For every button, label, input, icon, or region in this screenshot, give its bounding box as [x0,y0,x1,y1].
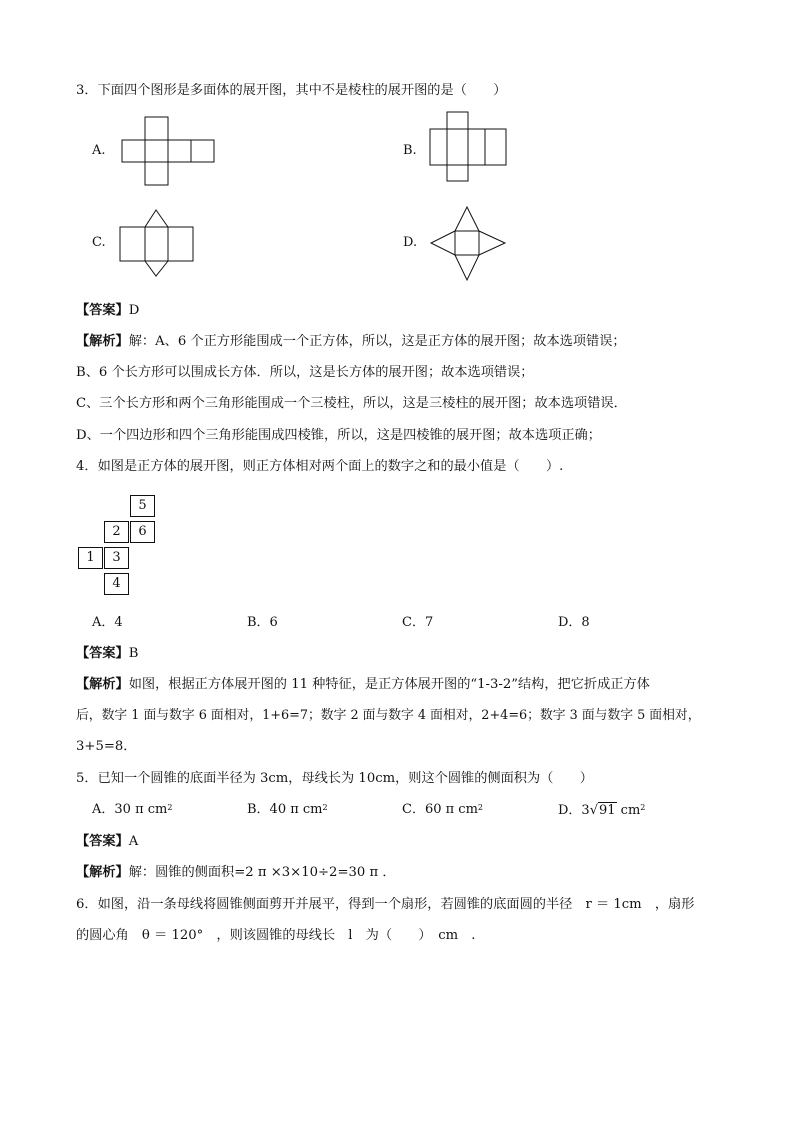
net-cell-1: 1 [78,547,103,569]
q4-analysis-1 [76,676,650,694]
net-cell-6: 6 [130,521,155,543]
q5-option-d-radicand: 91 [599,803,616,818]
q4-analysis-text: 如图，根据正方体展开图的 11 种特征，是正方体展开图的“1-3-2”结构，把它折成正方体 [128,677,650,692]
q3-option-b-label: B. [403,143,417,158]
q3-analysis-text: 解：A、6 个正方形能围成一个正方体，所以，这是正方体的展开图；故本选项错误； [128,334,626,349]
analysis-tag: 【解析】 [76,334,129,349]
q4-stem: 4．如图是正方体的展开图，则正方体相对两个面上的数字之和的最小值是（ ）. [76,459,564,474]
q3-answer-value: D [128,303,140,318]
q4-answer [76,645,138,663]
analysis-tag: 【解析】 [76,865,129,880]
net-cell-2: 2 [104,521,129,543]
q5-answer-value: A [128,834,139,849]
q5-option-c [402,801,483,819]
q5-analysis [76,864,396,882]
q3-analysis-1 [76,333,626,351]
net-cell-4: 4 [104,573,129,595]
q5-option-d [558,801,645,820]
q6-stem-1: 6．如图，沿一条母线将圆锥侧面剪开并展平，得到一个扇形，若圆锥的底面圆的半径 r ＝ 1cm ，扇形 [76,897,695,912]
q3-option-c-label: C. [92,235,106,250]
q3-analysis-3: C、三个长方形和两个三角形能围成一个三棱柱，所以，这是三棱柱的展开图；故本选项错误． [76,396,627,411]
q4-option-b: B．6 [247,615,278,630]
q3-analysis-4: D、一个四边形和四个三角形能围成四棱锥，所以，这是四棱锥的展开图；故本选项正确； [76,428,601,443]
answer-tag: 【答案】 [76,646,129,661]
q3-answer [76,302,139,320]
q5-option-a-text: A．30 π cm [92,802,168,817]
q5-option-b-exp: 2 [322,803,328,812]
q3-analysis-2: B、6 个长方形可以围成长方体．所以，这是长方体的展开图；故本选项错误； [76,365,534,380]
q3-option-d-label: D. [403,235,418,250]
net-cell-5: 5 [130,495,155,517]
q3-option-a-label: A. [92,143,106,158]
q4-answer-value: B [128,646,139,661]
q5-option-b [247,801,328,819]
q5-option-c-exp: 2 [477,803,483,812]
answer-tag: 【答案】 [76,303,129,318]
q3-stem: 3．下面四个图形是多面体的展开图，其中不是棱柱的展开图的是（ ） [76,83,507,98]
q5-answer [76,833,138,851]
q5-stem: 5．已知一个圆锥的底面半径为 3cm，母线长为 10cm，则这个圆锥的侧面积为（ ） [76,771,593,786]
q5-option-d-exp: 2 [640,803,646,812]
q5-option-d-unit: cm [616,803,641,818]
net-cell-3: 3 [104,547,129,569]
sqrt-sign: √ [589,803,598,818]
q6-stem-2: 的圆心角 θ ＝ 120° ，则该圆锥的母线长 l 为（ ） cm . [76,928,476,943]
q4-option-c: C．7 [402,615,434,630]
q5-analysis-text: 解：圆锥的侧面积=2 π ×3×10÷2=30 π ． [128,865,396,880]
q5-option-d-text: D．3 [558,803,590,818]
answer-tag: 【答案】 [76,834,129,849]
analysis-tag: 【解析】 [76,677,129,692]
q5-option-a [92,801,172,819]
q5-option-b-text: B．40 π cm [247,802,323,817]
q4-analysis-3: 3+5=8． [76,739,137,754]
q4-analysis-2: 后，数字 1 面与数字 6 面相对，1+6=7；数字 2 面与数字 4 面相对，2+4=6；数字 3 面与数字 5 面相对， [76,708,701,723]
q5-option-a-exp: 2 [167,803,173,812]
q4-option-d: D．8 [558,615,590,630]
q5-option-c-text: C．60 π cm [402,802,478,817]
q4-option-a: A．4 [92,615,123,630]
